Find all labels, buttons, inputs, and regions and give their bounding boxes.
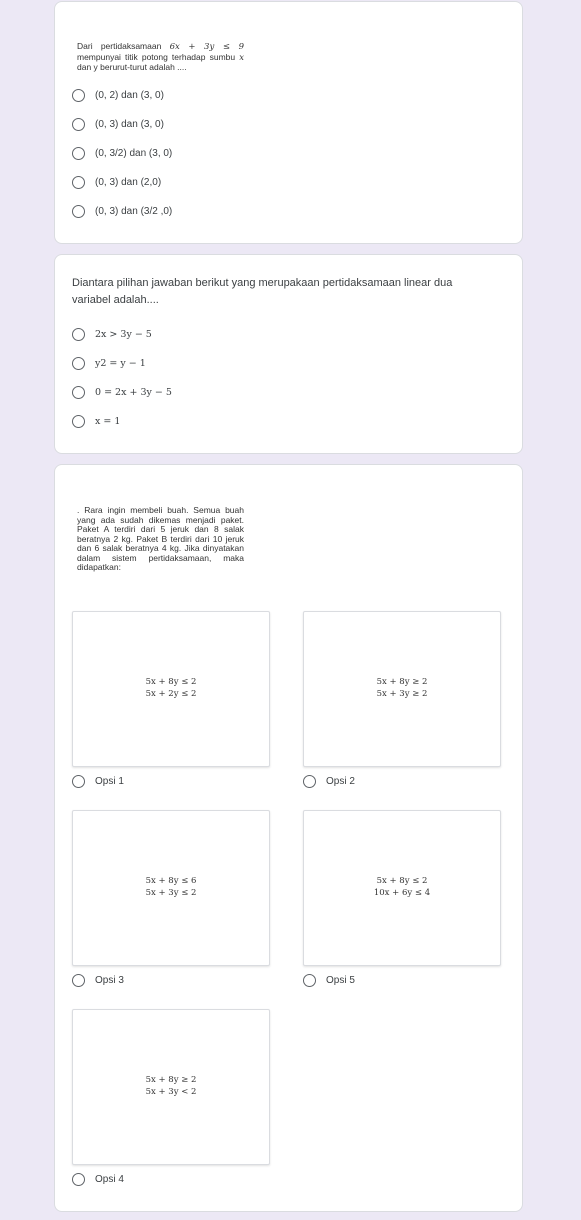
radio-icon[interactable] xyxy=(72,415,85,428)
q3-option-label: Opsi 1 xyxy=(95,775,124,787)
radio-icon[interactable] xyxy=(72,386,85,399)
q1-option-2[interactable] xyxy=(72,116,164,132)
q2-option-label: y2 = y − 1 xyxy=(95,357,146,369)
option-image-4[interactable] xyxy=(72,1009,270,1165)
q2-option-label: x = 1 xyxy=(95,415,121,427)
question-1-math: 6x + 3y ≤ 9 xyxy=(169,42,244,52)
q1-option-label: (0, 3) dan (3/2 ,0) xyxy=(95,205,173,217)
q3-option-label: Opsi 5 xyxy=(326,974,355,986)
q3-option-2[interactable] xyxy=(303,773,355,789)
q3-option-label: Opsi 2 xyxy=(326,775,355,787)
q2-option-4[interactable] xyxy=(72,413,120,429)
equation-line: 5x + 2y ≤ 2 xyxy=(145,689,197,699)
equation-system xyxy=(304,676,500,700)
q3-option-label: Opsi 3 xyxy=(95,974,124,986)
radio-icon[interactable] xyxy=(303,775,316,788)
option-image-2[interactable] xyxy=(303,611,501,767)
q2-option-2[interactable] xyxy=(72,355,146,371)
q1-option-label: (0, 3/2) dan (3, 0) xyxy=(95,147,173,159)
equation-system xyxy=(73,875,269,899)
radio-icon[interactable] xyxy=(72,357,85,370)
equation-line: 5x + 8y ≤ 2 xyxy=(376,876,428,886)
equation-system xyxy=(304,875,500,899)
equation-line: 5x + 8y ≥ 2 xyxy=(376,677,428,687)
radio-icon[interactable] xyxy=(72,147,85,160)
q1-option-label: (0, 3) dan (2,0) xyxy=(95,176,162,188)
q2-option-label: 2x > 3y − 5 xyxy=(95,328,152,340)
question-1-text-d: dan y berurut-turut adalah .... xyxy=(77,62,187,72)
question-1-math-x: x xyxy=(239,52,244,63)
radio-icon[interactable] xyxy=(72,176,85,189)
question-card-2 xyxy=(54,254,523,454)
radio-icon[interactable] xyxy=(72,89,85,102)
equation-system xyxy=(73,1074,269,1098)
q3-option-3[interactable] xyxy=(72,972,124,988)
radio-icon[interactable] xyxy=(72,328,85,341)
equation-line: 5x + 8y ≥ 2 xyxy=(145,1075,197,1085)
equation-line: 5x + 3y ≤ 2 xyxy=(145,888,197,898)
option-image-1[interactable] xyxy=(72,611,270,767)
question-card-1 xyxy=(54,1,523,244)
q2-option-label: 0 = 2x + 3y − 5 xyxy=(95,386,172,398)
option-image-3[interactable] xyxy=(72,810,270,966)
radio-icon[interactable] xyxy=(303,974,316,987)
question-1-text xyxy=(77,42,244,73)
equation-system xyxy=(73,676,269,700)
q3-option-4[interactable] xyxy=(72,1171,124,1187)
question-1-text-a: Dari pertidaksamaan xyxy=(77,41,162,51)
q1-option-4[interactable] xyxy=(72,174,161,190)
question-2-text: Diantara pilihan jawaban berikut yang merupakaan pertidaksamaan linear dua variabel adalah.... xyxy=(72,277,453,306)
q3-option-label: Opsi 4 xyxy=(95,1173,124,1185)
radio-icon[interactable] xyxy=(72,1173,85,1186)
radio-icon[interactable] xyxy=(72,118,85,131)
radio-icon[interactable] xyxy=(72,205,85,218)
radio-icon[interactable] xyxy=(72,775,85,788)
question-1-text-b: mempunyai titik potong terhadap xyxy=(77,51,206,62)
equation-line: 5x + 8y ≤ 2 xyxy=(145,677,197,687)
question-card-3 xyxy=(54,464,523,1212)
q1-option-label: (0, 2) dan (3, 0) xyxy=(95,89,164,101)
equation-line: 5x + 3y ≥ 2 xyxy=(376,689,428,699)
q3-option-5[interactable] xyxy=(303,972,355,988)
q1-option-3[interactable] xyxy=(72,145,172,161)
q2-option-1[interactable] xyxy=(72,326,152,342)
q2-option-3[interactable] xyxy=(72,384,172,400)
equation-line: 10x + 6y ≤ 4 xyxy=(373,888,431,898)
equation-line: 5x + 3y < 2 xyxy=(145,1087,197,1097)
equation-line: 5x + 8y ≤ 6 xyxy=(145,876,197,886)
radio-icon[interactable] xyxy=(72,974,85,987)
q3-option-1[interactable] xyxy=(72,773,124,789)
question-1-text-c: sumbu xyxy=(209,51,236,62)
q1-option-1[interactable] xyxy=(72,87,164,103)
question-3-text: . Rara ingin membeli buah. Semua buah yang ada sudah dikemas menjadi paket. Paket A terdiri dari 5 jeruk dan 8 salak beratnya 2 kg. Paket B terdiri dari 10 jeruk dan 6 salak beratnya 4 kg. Jika dinyatakan dalam sistem pertidaksamaan, maka didapatkan: xyxy=(77,505,244,572)
q1-option-5[interactable] xyxy=(72,203,172,219)
q1-option-label: (0, 3) dan (3, 0) xyxy=(95,118,164,130)
option-image-5[interactable] xyxy=(303,810,501,966)
